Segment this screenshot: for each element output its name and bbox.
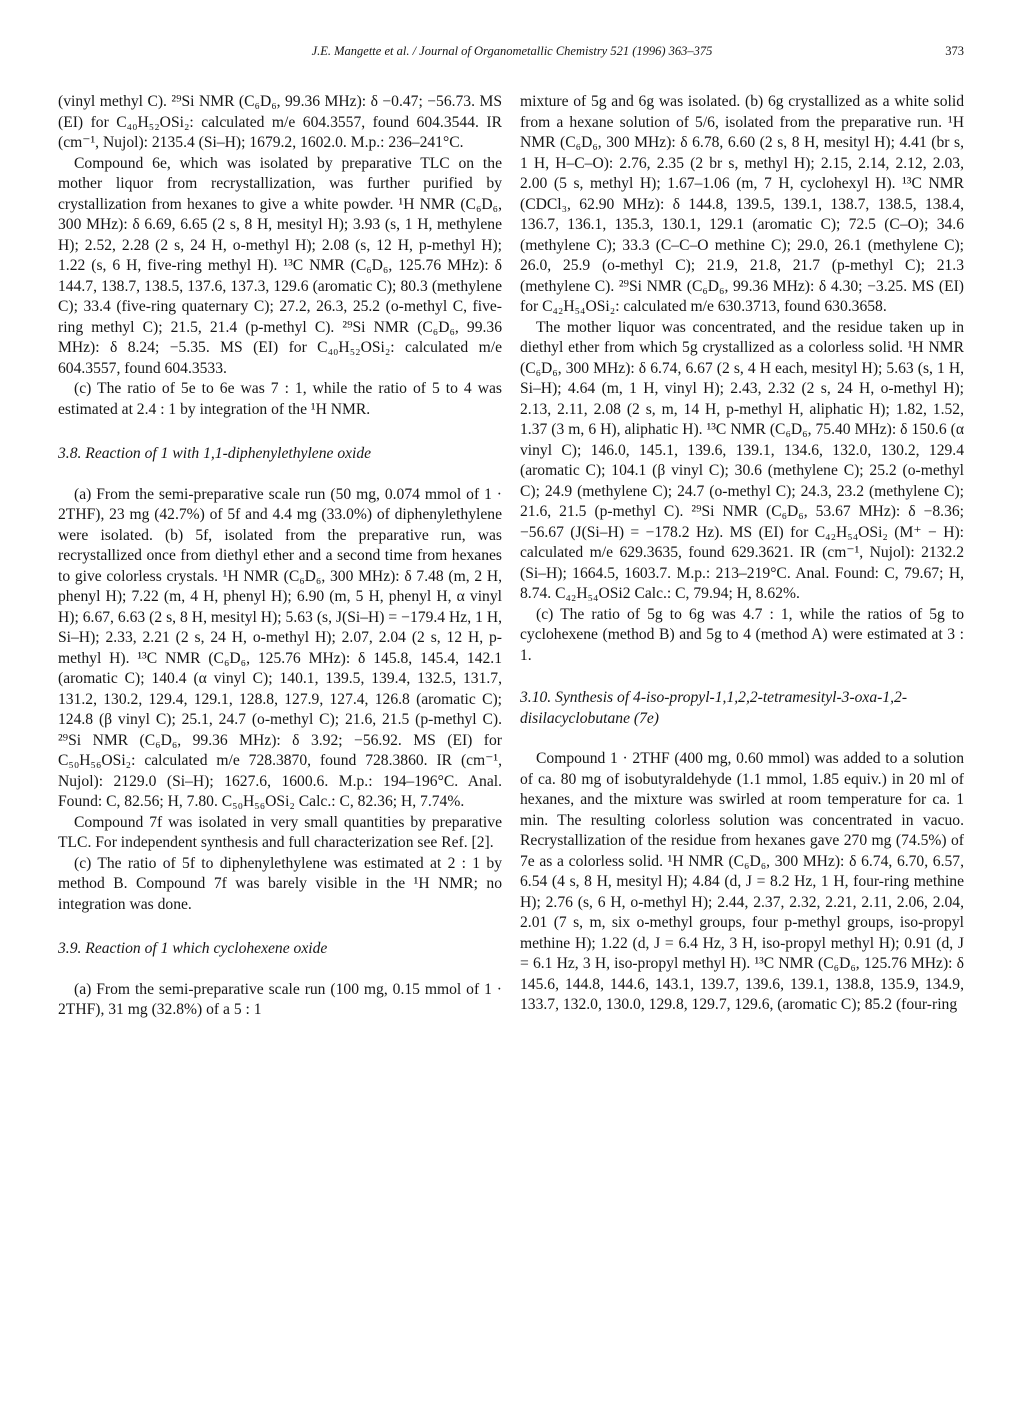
section-heading-3-9: 3.9. Reaction of 1 which cyclohexene oxide [58,940,328,957]
section-heading-3-8: 3.8. Reaction of 1 with 1,1-diphenylethylene oxide [58,445,372,462]
paragraph: (c) The ratio of 5e to 6e was 7 : 1, while the ratio of 5 to 4 was estimated at 2.4 : 1 by integration of the ¹H NMR. [58,380,502,418]
running-head: J.E. Mangette et al. / Journal of Organometallic Chemistry 521 (1996) 363–375 [311,44,713,58]
right-column [520,92,964,1016]
paragraph: Compound 7f was isolated in very small quantities by preparative TLC. For independent synthesis and full characterization see Ref. [2]. [58,813,502,851]
paragraph: Compound 6e, which was isolated by preparative TLC on the mother liquor from recrystallization, was further purified by crystallization from hexanes to give a white powder. ¹H NMR (C₆D₆, 300 MHz): δ 6.69, 6.65 (2 s, 8 H, mesityl H); 3.93 (s, 1 H, methylene H); 2.52, 2.28 (2 s, 24 H, o-methyl H); 2.08 (s, 12 H, p-methyl H); 1.22 (s, 6 H, five-ring methyl H). ¹³C NMR (C₆D₆, 125.76 MHz): δ 144.7, 138.7, 138.5, 137.6, 137.3, 129.6 (aromatic C); 80.3 (methylene C); 33.4 (five-ring quaternary C); 27.2, 26.3, 25.2 (o-methyl C, five-ring methyl C); 21.5, 21.4 (p-methyl C). ²⁹Si NMR (C₆D₆, 99.36 MHz): δ 8.24; −5.35. MS (EI) for C₄₀H₅₂OSi₂: calculated m/e 604.3557, found 604.3533. [58,154,502,377]
paragraph: (vinyl methyl C). ²⁹Si NMR (C₆D₆, 99.36 MHz): δ −0.47; −56.73. MS (EI) for C₄₀H₅₂OSi₂: calculated m/e 604.3557, found 604.3544. IR (cm⁻¹, Nujol): 2135.4 (Si–H); 1679.2, 1602.0. M.p.: 236–241°C. [58,93,502,151]
section-heading-3-10: 3.10. Synthesis of 4-iso-propyl-1,1,2,2-tetramesityl-3-oxa-1,2-disilacyclobutane (7e) [520,689,908,727]
paragraph: (a) From the semi-preparative scale run (50 mg, 0.074 mmol of 1 · 2THF), 23 mg (42.7%) of 5f and 4.4 mg (33.0%) of diphenylethylene were isolated. (b) 5f, isolated from the preparative run, was recrystallized once from diethyl ether and a second time from hexanes to give colorless crystals. ¹H NMR (C₆D₆, 300 MHz): δ 7.48 (m, 2 H, phenyl H); 7.22 (m, 4 H, phenyl H); 6.90 (m, 5 H, phenyl H, α vinyl H); 6.67, 6.63 (2 s, 8 H, mesityl H); 5.63 (s, J(Si–H) = −179.4 Hz, 1 H, Si–H); 2.33, 2.21 (2 s, 24 H, o-methyl H); 2.07, 2.04 (2 s, 12 H, p-methyl H). ¹³C NMR (C₆D₆, 125.76 MHz): δ 145.8, 145.4, 142.1 (aromatic C); 140.4 (α vinyl C); 140.1, 139.5, 139.4, 132.5, 131.7, 131.2, 130.2, 129.4, 129.1, 128.8, 127.9, 127.4, 126.8 (aromatic C); 124.8 (β vinyl C); 25.1, 24.7 (o-methyl C); 21.6, 21.5 (p-methyl C). ²⁹Si NMR (C₆D₆, 99.36 MHz): δ 3.92; −56.92. MS (EI) for C₅₀H₅₆OSi₂: calculated m/e 728.3870, found 728.3860. IR (cm⁻¹, Nujol): 2129.0 (Si–H); 1627.6, 1600.6. M.p.: 194–196°C. Anal. Found: C, 82.56; H, 7.80. C₅₀H₅₆OSi₂ Calc.: C, 82.36; H, 7.74%. [58,485,502,810]
page-number: 373 [945,44,964,58]
page-header [0,40,1024,64]
paragraph: (c) The ratio of 5f to diphenylethylene was estimated at 2 : 1 by method B. Compound 7f was barely visible in the ¹H NMR; no integration was done. [58,854,502,913]
paragraph: The mother liquor was concentrated, and the residue taken up in diethyl ether from which 5g crystallized as a colorless solid. ¹H NMR (C₆D₆, 300 MHz): δ 6.74, 6.67 (2 s, 4 H each, mesityl H); 5.63 (s, 1 H, Si–H); 4.64 (m, 1 H, vinyl H); 2.43, 2.32 (2 s, 24 H, o-methyl H); 2.13, 2.11, 2.08 (2 s, m, 14 H, p-methyl H, aliphatic H); 1.82, 1.52, 1.37 (3 m, 6 H), aliphatic H). ¹³C NMR (C₆D₆, 75.40 MHz): δ 150.6 (α vinyl C); 146.0, 145.1, 139.6, 139.1, 134.6, 132.0, 130.2, 129.4 (aromatic C); 104.1 (β vinyl C); 30.6 (methylene C); 25.2 (o-methyl C); 24.9 (methylene C); 24.7 (o-methyl C); 24.3, 23.2 (methylene C); 21.6, 21.5 (p-methyl C). ²⁹Si NMR (C₆D₆, 53.67 MHz): δ −8.36; −56.67 (J(Si–H) = −178.2 Hz). MS (EI) for C₄₂H₅₄OSi₂ (M⁺ − H): calculated m/e 629.3635, found 629.3621. IR (cm⁻¹, Nujol): 2132.2 (Si–H); 1664.5, 1603.7. M.p.: 213–219°C. Anal. Found: C, 79.67; H, 8.74. C₄₂H₅₄OSi2 Calc.: C, 79.94; H, 8.62%. [520,318,964,602]
paragraph: (a) From the semi-preparative scale run (100 mg, 0.15 mmol of 1 · 2THF), 31 mg (32.8%) of a 5 : 1 [58,980,502,1018]
left-column [58,92,502,1021]
paragraph: (c) The ratio of 5g to 6g was 4.7 : 1, while the ratios of 5g to cyclohexene (method B) and 5g to 4 (method A) were estimated at 3 : 1. [520,605,964,664]
paragraph: Compound 1 · 2THF (400 mg, 0.60 mmol) was added to a solution of ca. 80 mg of isobutyraldehyde (1.1 mmol, 1.85 equiv.) in 20 ml of hexanes, and the mixture was swirled at room temperature for ca. 1 min. The resulting colorless solution was concentrated in vacuo. Recrystallization of the residue from hexanes gave 270 mg (74.5%) of 7e as a colorless solid. ¹H NMR (C₆D₆, 300 MHz): δ 6.74, 6.70, 6.57, 6.54 (4 s, 8 H, mesityl H); 4.84 (d, J = 8.2 Hz, 1 H, four-ring methine H); 2.76 (s, 6 H, o-methyl H); 2.44, 2.37, 2.32, 2.21, 2.11, 2.06, 2.04, 2.01 (7 s, m, six o-methyl groups, four p-methyl groups, iso-propyl methine H); 1.22 (d, J = 6.4 Hz, 3 H, iso-propyl methyl H); 0.91 (d, J = 6.1 Hz, 3 H, iso-propyl methyl H). ¹³C NMR (C₆D₆, 125.76 MHz): δ 145.6, 144.8, 144.6, 143.1, 139.7, 139.6, 139.1, 138.8, 135.9, 134.9, 133.7, 132.0, 130.0, 129.8, 129.7, 129.6, (aromatic C); 85.2 (four-ring [520,750,964,1013]
paragraph: mixture of 5g and 6g was isolated. (b) 6g crystallized as a white solid from a hexane solution of 5/6, isolated from the preparative run. ¹H NMR (C₆D₆, 300 MHz): δ 6.78, 6.60 (2 s, 8 H, mesityl H); 4.41 (br s, 1 H, H–C–O): 2.76, 2.35 (2 br s, methyl H); 2.15, 2.14, 2.12, 2.03, 2.00 (5 s, methyl H); 1.67–1.06 (m, 7 H, cyclohexyl H). ¹³C NMR (CDCl₃, 62.90 MHz): δ 144.8, 139.5, 139.1, 138.7, 138.5, 138.4, 136.7, 136.1, 135.3, 130.1, 129.1 (aromatic C); 72.5 (C–O); 34.6 (methylene C); 33.3 (C–C–O methine C); 29.0, 26.1 (methylene C); 26.0, 25.9 (o-methyl C); 21.9, 21.8, 21.7 (p-methyl C); 21.3 (methylene C). ²⁹Si NMR (C₆D₆, 99.36 MHz): δ 4.30; −3.25. MS (EI) for C₄₂H₅₄OSi₂: calculated m/e 630.3713, found 630.3658. [520,93,964,315]
